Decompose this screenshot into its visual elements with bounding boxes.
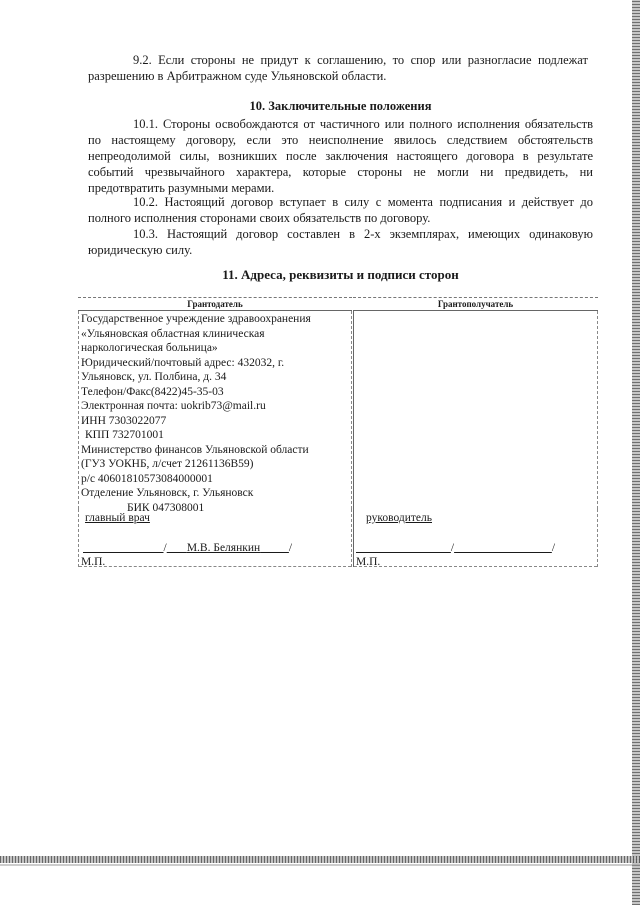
grantor-line: Электронная почта: uokrib73@mail.ru: [81, 400, 266, 412]
grantor-position: главный врач: [85, 512, 150, 524]
grantor-line: Юридический/почтовый адрес: 432032, г.: [81, 356, 285, 369]
grantee-signature-line: / /: [450, 542, 556, 554]
grantee-bottom-rule: [354, 566, 597, 567]
grantor-line: р/с 40601810573084000001: [81, 472, 213, 485]
section-11-heading: 11. Адреса, реквизиты и подписи сторон: [222, 267, 459, 282]
scan-edge-right: [632, 0, 640, 905]
grantor-header: Грантодатель: [78, 297, 352, 311]
scan-edge-bottom: [0, 856, 640, 863]
grantor-line: Отделение Ульяновск, г. Ульяновск: [81, 487, 254, 499]
grantor-signature-line: / М.В. Белянкин /: [163, 542, 293, 554]
grantee-stamp: М.П.: [356, 556, 381, 568]
grantor-signature-name: М.В. Белянкин: [186, 542, 261, 554]
grantee-position: руководитель: [366, 512, 432, 524]
grantor-line: Ульяновск, ул. Полбина, д. 34: [81, 371, 227, 383]
grantor-line: «Ульяновская областная клиническая: [81, 327, 265, 340]
grantor-line: (ГУЗ УОКНБ, л/счет 21261136В59): [81, 458, 254, 470]
clause-10-3: 10.3. Настоящий договор составлен в 2-х экземплярах, имеющих одинаковую юридическую силу.: [88, 227, 593, 257]
scan-edge-bottom-line: [0, 864, 640, 866]
grantor-line: ИНН 7303022077: [81, 414, 167, 427]
grantor-column: [78, 297, 352, 567]
grantee-details: [353, 311, 598, 509]
grantor-stamp: М.П.: [81, 556, 106, 568]
grantee-signature-zone: [353, 509, 598, 567]
grantor-line: Министерство финансов Ульяновской области: [81, 443, 309, 456]
grantee-header: Грантополучатель: [353, 297, 598, 311]
grantor-line: Государственное учреждение здравоохранения: [81, 313, 311, 325]
grantor-bik: БИК 047308001: [127, 501, 205, 514]
grantor-signature-zone: [78, 509, 352, 567]
clause-10-1: 10.1. Стороны освобождаются от частичного или полного исполнения обязательств по настоящему договору, если это неисполнение явилось следствием обстоятельств непреодолимой силы, возникших после заключения настоящего договора в результате событий чрезвычайного характера, которые стороны не могли ни предвидеть, ни предотвратить разумными мерами.: [88, 117, 593, 195]
grantor-bottom-rule: [79, 566, 351, 567]
grantor-details: [78, 311, 352, 514]
grantor-line: Телефон/Факс(8422)45-35-03: [81, 385, 224, 398]
grantor-line: КПП 732701001: [85, 429, 164, 441]
grantor-line: наркологическая больница»: [81, 342, 218, 354]
section-10-heading: 10. Заключительные положения: [249, 99, 432, 113]
grantee-column: [353, 297, 598, 567]
clause-10-2: 10.2. Настоящий договор вступает в силу с момента подписания и действует до полного исполнения сторонами своих обязательств по договору.: [88, 195, 593, 225]
parties-details-table: [78, 297, 598, 567]
clause-9-2: 9.2. Если стороны не придут к соглашению, то спор или разногласие подлежат разрешению в Арбитражном суде Ульяновской области.: [88, 53, 588, 83]
